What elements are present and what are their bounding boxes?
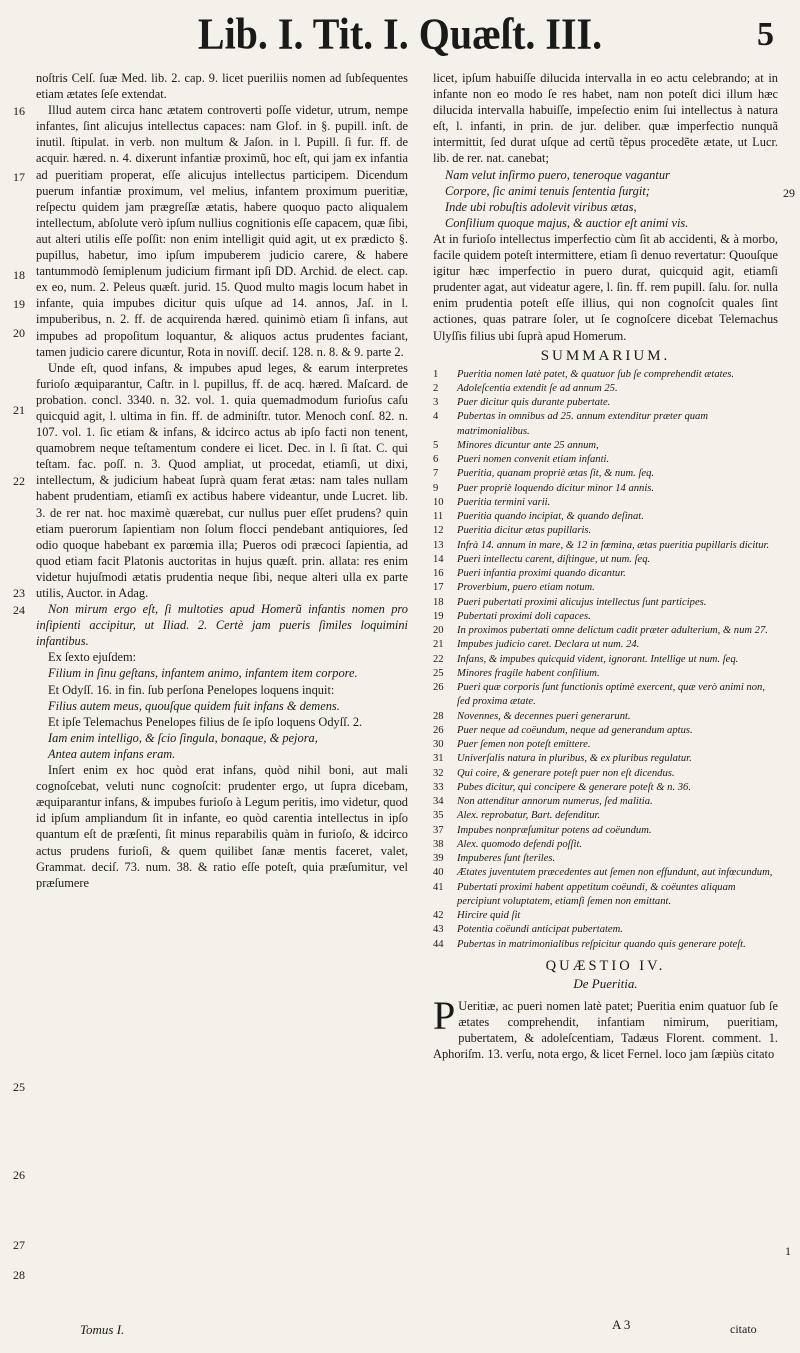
summary-item-number: 44 [433, 938, 444, 950]
summary-item [433, 524, 778, 538]
summary-item-text: Infans, & impubes quicquid vident, ignorant. Intellige ut num. ſeq. [457, 653, 739, 665]
summary-item [433, 510, 778, 524]
catchword: citato [730, 1322, 757, 1336]
summary-item-number: 26 [433, 724, 444, 736]
summary-item-text: Adoleſcentia extendit ſe ad annum 25. [457, 382, 618, 394]
summary-item [433, 923, 778, 937]
margin-number: 18 [13, 268, 25, 282]
summary-item [433, 710, 778, 724]
verse-line: Corpore, ſic animi tenuis ſententia ſurgit; [445, 183, 650, 198]
summary-item-text: Pueritia, quanam propriè ætas ſit, & num. ſeq. [457, 468, 655, 480]
margin-number: 1 [785, 1244, 791, 1258]
summary-item-number: 20 [433, 625, 444, 637]
summary-item-text: Pueri quæ corporis ſunt functionis optimè exercent, quæ verò animi non, ſed proxima ætate. [457, 682, 765, 708]
summary-item-text: Puer propriè loquendo dicitur minor 14 annis. [457, 482, 655, 494]
footer-volume: Tomus I. [80, 1322, 125, 1337]
lucretius-verse [433, 167, 778, 231]
summary-item-text: Pueri pubertati proximi alicujus intellectus ſunt participes. [457, 596, 707, 608]
summary-item [433, 553, 778, 567]
left-paragraph: Inſert enim ex hoc quòd erat infans, quòd nihil boni, aut mali cognoſcebat, veluti nunc cognoſcit: prudenter ergo, ut ſupra dicebam, æquiparantur infans, & impubes furioſo à Legum peritis, imo videtur, quod id ipſum ampliandum ſit in infante, eo quòd carentia intellectus in ipſo quantum eſt de præſenti, ſit minus reparabilis quàm in furioſo, & idcirco actus prudens furioſi, & quem quilibet ſanæ mentis faceret, valet, Grammat. deciſ. 73. num. 38. & ratio eſſe poteſt, quia præſumitur, vel præſumere [36, 763, 408, 890]
summary-item-number: 37 [433, 824, 444, 836]
right-paragraph-2: At in furioſo intellectus imperfectio cùm ſit ab accidenti, & à morbo, facile quidem poteſt intermittere, etiam ſi denuo revertatur: Quouſque igitur hæc imperfectio in puero durat, quicquid agit, etiamſi prudenter agat, aut videatur agere, l. ſin. ff. rem pupill. ſalu. ſor. nulla enim prudentia poteſt eſſe illius, qui non cognoſcit quales ſint actiones, quas patrare ſoler, ut ſe cognoſcere dicebat Telemachus Ulyſſis filius ubi ſuprà apud Homerum. [433, 231, 778, 343]
summary-item [433, 909, 778, 923]
summary-item [433, 653, 778, 667]
margin-number: 20 [13, 326, 25, 340]
summary-item-text: Pubertati proximi doli capaces. [457, 610, 591, 622]
summary-item [433, 610, 778, 624]
margin-number: 22 [13, 474, 25, 488]
summary-item-number: 21 [433, 639, 444, 651]
left-paragraph: Antea autem infans eram. [48, 746, 176, 761]
summary-item [433, 638, 778, 652]
margin-number: 28 [13, 1268, 25, 1282]
summary-item-text: Pueritia dicitur ætas pupillaris. [457, 525, 592, 537]
margin-number: 27 [13, 1238, 25, 1252]
summary-item [433, 410, 778, 439]
right-column [433, 70, 778, 1063]
summary-item-number: 16 [433, 568, 444, 580]
left-paragraph: Et Odyſſ. 16. in fin. ſub perſona Penelopes loquens inquit: [48, 682, 335, 697]
summary-item-text: Proverbium, puero etiam notum. [457, 582, 595, 594]
summary-item-number: 25 [433, 667, 444, 679]
summary-item-number: 2 [433, 382, 439, 394]
summary-item-number: 18 [433, 596, 444, 608]
summary-item-text: Non attenditur annorum numerus, ſed malitia. [457, 796, 653, 808]
left-column [36, 70, 408, 891]
summary-item-number: 26 [433, 682, 444, 694]
summary-item-number: 5 [433, 439, 439, 451]
summary-item [433, 624, 778, 638]
summary-item [433, 382, 778, 396]
summary-item [433, 767, 778, 781]
summary-item-text: Pubertati proximi habent appetitum coëundi, & coëuntes aliquam percipiunt voluptatem, etiamſi ſemen non emittant. [457, 881, 736, 907]
left-paragraph: noſtris Celſ. ſuæ Med. lib. 2. cap. 9. licet pueriliis nomen ad ſubſequentes etiam ætates ſeſe extendat. [36, 71, 408, 102]
summary-item-number: 38 [433, 838, 444, 850]
margin-number: 26 [13, 1168, 25, 1182]
left-paragraph: Iam enim intelligo, & ſcio ſingula, bonaque, & pejora, [48, 730, 318, 745]
left-paragraph: Illud autem circa hanc ætatem controverti poſſe videtur, utrum, nempe infantes, ſint alicujus intellectus capaces: nam Glof. in §. pupill. inſt. de inutil. ſtipulat. in verb. non multum & Jaſon. in l. Pupill. ſi fur. ff. de acquir. hæred. n. 4. dixerunt infantiæ proximũ, hoc eſt, qui jam ex infantia ad pueritiam properat, eſſe alicujus intellectus participem. Dicendum puerum infantiæ proximum, vel melius, infantem proximum pueritiæ, reſpectu quidem jam prægreſſæ ætatis, habere quoquo pacto aliqualem intellectum, abſolute verò ipſum nullius cognitionis eſſe capacem, quæ ſibi, aut alteri utilis eſſe poſſit: non enim intelligit quid agit, ut ex prædicto §. pupillus, habetur, imo ipſum impuberem judicio carere, & habere tantummodò ſemiplenum judicium firmant ipſi DD. Archid. de elect. cap. ex eo, num. 2. Peleus quæſt. jurid. 15. Quod multo magis locum habet in infante, quia impubes dicitur quis uſque ad 14. annos, Jaſ. in l. impuberibus, n. 2. ff. de acquirenda hæred. quinimò etiam ſi infans, aut impubes ad propoſitum loquantur, & aliquos actus prudentes faciant, tamen judicio carere dicuntur, Rota in noviſſ. deciſ. 128. n. 8. & 9. parte 2. [36, 103, 408, 359]
summary-item-text: Ætates juventutem præcedentes aut ſemen non effundunt, aut infœcundum, [457, 867, 773, 879]
summary-item-number: 10 [433, 496, 444, 508]
summary-item [433, 881, 778, 910]
page-header [0, 10, 800, 58]
page-number: 5 [757, 16, 774, 53]
question-subtitle: De Pueritia. [573, 976, 638, 992]
margin-number: 16 [13, 104, 25, 118]
summary-item-number: 22 [433, 653, 444, 665]
summary-item-text: Pueri infantia proximi quando dicantur. [457, 568, 626, 580]
right-paragraph: licet, ipſum habuiſſe dilucida intervalla in eo actu celebrando; at in infante non eo modo ſe res habet, nam non poteſt dici illum hæc dilucida intervalla habuiſſe, impeſectio enim ſui intellectus à natura eſt, l. infanti, in prin. de jur. deliber. quæ imperfectio nunquã intermittit, ſed durat uſque ad certũ tẽpus procedẽte ætate, ut Lucr. lib. de rer. nat. canebat; [433, 71, 778, 166]
summary-item-number: 1 [433, 368, 439, 380]
summary-item-text: Alex. reprobatur, Bart. defenditur. [457, 810, 601, 822]
question-body: Ueritiæ, ac pueri nomen latè patet; Pueritia enim quatuor ſub ſe ætates comprehendit, infantiam nimirum, pueritiam, pubertatem, & adoleſcentiam, Tadæus Florent. comment. 1. Aphoriſm. 13. verſu, nota ergo, & licet Fernel. loco jam ſæpiùs citato [433, 999, 778, 1062]
summary-item-text: Impubes nonpræſumitur potens ad coëundum. [457, 824, 652, 836]
left-paragraph: Filius autem meus, quouſque quidem fuit infans & demens. [48, 698, 340, 713]
summary-item-number: 32 [433, 767, 444, 779]
summary-item-text: Minores fragile habent conſilium. [457, 667, 600, 679]
summary-item-text: Qui coire, & generare poteſt puer non eſt dicendus. [457, 767, 675, 779]
summary-item [433, 738, 778, 752]
left-paragraph: Ex ſexto ejuſdem: [48, 650, 137, 665]
summary-item-number: 19 [433, 610, 444, 622]
summary-title: SUMMARIUM. [540, 347, 671, 364]
summary-item [433, 667, 778, 681]
summary-item-text: Pubertas in omnibus ad 25. annum extenditur præter quam matrimonialibus. [457, 411, 709, 437]
summary-item [433, 482, 778, 496]
summary-item-number: 41 [433, 881, 444, 893]
summary-item-text: Univerſalis natura in pluribus, & ex pluribus regulatur. [457, 753, 692, 765]
summary-item-text: Puer dicitur quis durante pubertate. [457, 397, 611, 409]
summary-item [433, 824, 778, 838]
summary-item [433, 467, 778, 481]
summary-item [433, 439, 778, 453]
summary-item-text: Impubes judicio caret. Declara ut num. 24. [457, 639, 640, 651]
summary-item-text: Pubertas in matrimonialibus reſpicitur quando quis generare poteſt. [457, 938, 746, 950]
summary-item-number: 33 [433, 781, 444, 793]
summary-item-text: Pueri nomen convenit etiam infanti. [457, 454, 610, 466]
margin-number: 23 [13, 586, 25, 600]
summary-item [433, 752, 778, 766]
left-paragraph: Non mirum ergo eſt, ſi multoties apud Homerũ infantis nomen pro inſipienti accipitur, ut Iliad. 2. Certè jam pueris ſimiles loquimini infantibus. [36, 602, 408, 649]
left-paragraph: Et ipſe Telemachus Penelopes filius de ſe ipſo loquens Odyſſ. 2. [48, 714, 363, 729]
summary-item-number: 3 [433, 397, 439, 409]
summary-item-number: 31 [433, 753, 444, 765]
margin-number: 17 [13, 170, 25, 184]
summary-item-number: 7 [433, 468, 439, 480]
summary-item [433, 809, 778, 823]
summary-item-number: 30 [433, 739, 444, 751]
verse-line: Nam velut inſirmo puero, teneroque vagantur [445, 167, 670, 182]
summary-item [433, 938, 778, 952]
summary-item-number: 4 [433, 411, 439, 423]
summary-item [433, 596, 778, 610]
summary-item-text: Impuberes ſunt ſteriles. [457, 853, 556, 865]
summary-item-number: 6 [433, 454, 439, 466]
summary-item-text: Novennes, & decennes pueri generarunt. [457, 710, 631, 722]
summary-item-number: 39 [433, 853, 444, 865]
summary-item-text: Hircire quid ſit [457, 910, 521, 922]
summary-item-number: 9 [433, 482, 439, 494]
left-paragraph: Unde eſt, quod infans, & impubes apud leges, & earum interpretes furioſo æquiparantur, Caſtr. in l. pupillus, ff. de acq. hæred. Maſcard. de probation. concl. 3340. n. 32. vol. 1. quia quemadmodum furioſus caſu quicquid agit, l. ultima in fin. ff. de adminiſtr. tutor. Menoch conſ. 82. n. 107. vol. 1. ſic etiam & infans, & idcirco actus ab ipſo facti non tenent, quamobrem neque teſtamentum condere ei licet. Dec. in l. ſi ſtat. C. qui teſtam. fac. poſſ. n. 3. Quod ampliat, ut procedat, etiamſi, ut dixi, intellectum, & judicium habeat ſuprà quam ferat ætas: nam tales nullam habent prudentiam, etiamſi ex actibus habere videantur, unde Lucret. lib. 3. de rer nat. hoc maximè quærebat, cur nullus puer eſſet prudens? quin etiam puerorum ſapientiam non ſolum flocci pendebant antiquiores, ſed odio quoque habebant ex parœmia illa; Pueros odi præcoci ſapientia, ad quod etiam facit Platonis auctoritas in hujus quæſt. prin. allata: res enim videtur hujuſmodi ætatis prudentia neque ſibi, neque alteri ulla ex parte utilis, Auctor. in Adag. [36, 360, 408, 600]
summary-item-text: Puer ſemen non poteſt emittere. [457, 739, 591, 751]
summary-item-text: In proximos pubertati omne delictum cadit præter adulterium, & num 27. [457, 625, 768, 637]
summary-item-number: 35 [433, 810, 444, 822]
summary-item [433, 453, 778, 467]
summary-item-text: Minores dicuntur ante 25 annum, [457, 439, 599, 451]
signature-mark: A 3 [612, 1317, 631, 1332]
summary-item-number: 13 [433, 539, 444, 551]
summary-item-text: Alex. quomodo defendi poſſit. [457, 838, 583, 850]
summary-item [433, 539, 778, 553]
summary-item [433, 496, 778, 510]
summary-item-number: 42 [433, 910, 444, 922]
margin-number: 24 [13, 603, 25, 617]
summary-item [433, 795, 778, 809]
summary-item-text: Pueritia quando incipiat, & quando deſinat. [457, 511, 644, 523]
summary-item [433, 681, 778, 710]
drop-cap: P [433, 993, 456, 1039]
summary-item [433, 396, 778, 410]
summary-item [433, 866, 778, 880]
summary-item [433, 724, 778, 738]
summary-item-number: 43 [433, 924, 444, 936]
question-title: QUÆSTIO IV. [545, 957, 666, 974]
margin-number: 25 [13, 1080, 25, 1094]
summary-item-text: Potentia coëundi anticipat pubertatem. [457, 924, 623, 936]
summary-item [433, 852, 778, 866]
margin-number: 29 [783, 186, 795, 200]
margin-number: 21 [13, 403, 25, 417]
summary-item-text: Pubes dicitur, qui concipere & generare poteſt & n. 36. [457, 781, 691, 793]
summary-item-number: 28 [433, 710, 444, 722]
summary-item-number: 34 [433, 796, 444, 808]
summary-item-number: 14 [433, 553, 444, 565]
summary-item-number: 12 [433, 525, 444, 537]
summary-item-number: 17 [433, 582, 444, 594]
verse-line: Conſilium quoque majus, & auctior eſt animi vis. [445, 215, 689, 230]
summary-item-text: Pueritia nomen latè patet, & quatuor ſub ſe comprehendit ætates. [457, 368, 735, 380]
summary-list [433, 368, 778, 952]
summary-item [433, 781, 778, 795]
summary-item-text: Infrà 14. annum in mare, & 12 in fœmina, ætas pueritia pupillaris dicitur. [457, 539, 770, 551]
summary-item [433, 581, 778, 595]
summary-item-text: Pueri intellectu carent, diſtingue, ut num. ſeq. [457, 553, 651, 565]
margin-number: 19 [13, 297, 25, 311]
summary-item-number: 11 [433, 511, 444, 523]
summary-item-number: 40 [433, 867, 444, 879]
summary-item [433, 838, 778, 852]
left-paragraph: Filium in ſinu geſtans, infantem animo, infantem item corpore. [48, 666, 358, 681]
running-title: Lib. I. Tit. I. Quæſt. III. [197, 8, 603, 59]
verse-line: Inde ubi robuſtis adolevit viribus ætas, [445, 199, 637, 214]
summary-item [433, 567, 778, 581]
summary-item [433, 368, 778, 382]
question-text [433, 993, 778, 1062]
summary-item-text: Pueritia termini varii. [457, 496, 551, 508]
summary-item-text: Puer neque ad coëundum, neque ad generandum aptus. [457, 724, 693, 736]
